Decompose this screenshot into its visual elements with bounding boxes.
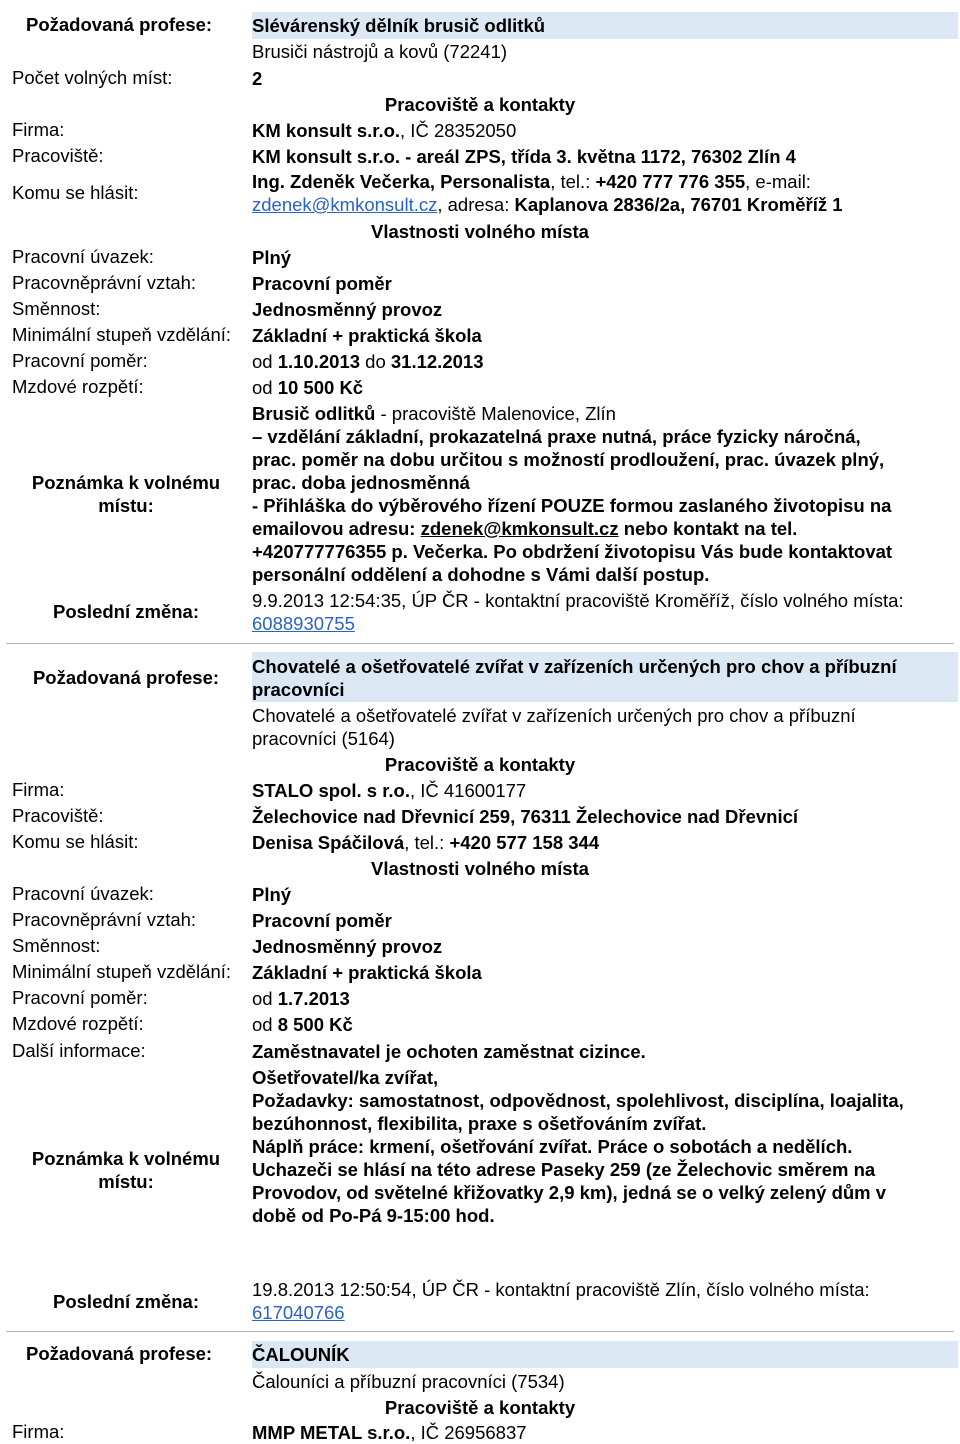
job-1-zmena-text: 9.9.2013 12:54:35, ÚP ČR - kontaktní pracoviště Kroměříž, číslo volného místa:: [252, 590, 904, 611]
label-firma: Firma:: [12, 119, 65, 140]
job-1-kontakt: [252, 170, 954, 216]
label-pozadovana-profese: Požadovaná profese:: [26, 14, 213, 35]
job-1-smennost: Jednosměnný provoz: [252, 299, 443, 320]
label-poznamka-line2: místu:: [98, 495, 154, 516]
job-1-vztah: Pracovní poměr: [252, 273, 392, 294]
label-posledni-zmena: Poslední změna:: [53, 601, 199, 622]
label-komu-se-hlasit: Komu se hlásit:: [12, 182, 139, 203]
job-2-pomer: [252, 987, 954, 1010]
label-komu-se-hlasit: Komu se hlásit:: [12, 831, 139, 852]
job-2-kontakt-name: Denisa Spáčilová: [252, 832, 405, 853]
job-2-zmena: [252, 1278, 954, 1324]
job-2-cislo-link[interactable]: 617040766: [252, 1302, 345, 1323]
job-1-uvazek: Plný: [252, 247, 292, 268]
job-2-firma-name: STALO spol. s r.o.: [252, 780, 410, 801]
job-1-firma-name: KM konsult s.r.o.: [252, 120, 401, 141]
job-1-pomer-od: 1.10.2013: [277, 351, 361, 372]
job-2-poznamka-line: Uchazeči se hlásí na této adrese Paseky 259 (ze Želechovic směrem na: [252, 1159, 876, 1180]
job-1-kontakt-adresa-label: , adresa:: [437, 194, 515, 215]
job-2-mzda-value: 8 500 Kč: [277, 1014, 353, 1035]
section-pracoviste-kontakty: Pracoviště a kontakty: [384, 1397, 576, 1418]
job-1-poznamka-line: – vzdělání základní, prokazatelná praxe nutná, práce fyzicky náročná,: [252, 426, 861, 447]
job-1-firma-ico: , IČ 28352050: [400, 120, 517, 141]
job-2-firma-ico: , IČ 41600177: [409, 780, 527, 801]
job-2-kontakt-tel: +420 577 158 344: [449, 832, 600, 853]
job-2-poznamka-line: bezúhonnost, flexibilita, praxe s ošetřováním zvířat.: [252, 1113, 707, 1134]
label-pracovni-pomer: Pracovní poměr:: [12, 350, 148, 371]
label-pracovni-uvazek: Pracovní úvazek:: [12, 883, 154, 904]
job-1-poznamka-line: +420777776355 p. Večerka. Po obdržení životopisu Vás bude kontaktovat: [252, 541, 893, 562]
label-firma: Firma:: [12, 779, 65, 800]
label-poznamka: [0, 471, 252, 517]
job-2-kontakt: [252, 831, 954, 854]
job-1-firma: [252, 119, 954, 142]
job-2-smennost: Jednosměnný provoz: [252, 936, 443, 957]
job-1-poznamka: [252, 402, 954, 586]
job-1-pomer-od-label: od: [252, 351, 278, 372]
section-vlastnosti: Vlastnosti volného místa: [371, 858, 589, 879]
job-1-poznamka-email-post: nebo kontakt na tel.: [618, 518, 798, 539]
job-1-kontakt-tel: +420 777 776 355: [595, 171, 746, 192]
job-3-cz-isco: Čalouníci a příbuzní pracovníci (7534): [252, 1371, 565, 1392]
job-1-kontakt-email-label: , e-mail:: [745, 171, 811, 192]
job-1-profese: Slévárenský dělník brusič odlitků: [252, 15, 546, 36]
label-mzdove-rozpeti: Mzdové rozpětí:: [12, 376, 144, 397]
job-1-poznamka-title-normal: - pracoviště Malenovice, Zlín: [375, 403, 616, 424]
job-2-profese: [252, 655, 954, 701]
job-1-mzda-value: 10 500 Kč: [277, 377, 364, 398]
label-pozadovana-profese: Požadovaná profese:: [26, 1343, 213, 1364]
section-pracoviste-kontakty: Pracoviště a kontakty: [384, 754, 576, 775]
job-1-pracoviste: KM konsult s.r.o. - areál ZPS, třída 3. května 1172, 76302 Zlín 4: [252, 146, 796, 167]
label-pracoviste: Pracoviště:: [12, 145, 104, 166]
job-divider: [6, 643, 954, 644]
job-divider: [6, 1331, 954, 1332]
job-1-poznamka-title-bold: Brusič odlitků: [252, 403, 376, 424]
job-2-pracoviste: Želechovice nad Dřevnicí 259, 76311 Želechovice nad Dřevnicí: [252, 806, 799, 827]
label-poznamka-line2: místu:: [98, 1171, 154, 1192]
job-2-dalsi: Zaměstnavatel je ochoten zaměstnat cizince.: [252, 1041, 646, 1062]
job-1-kontakt-adresa: Kaplanova 2836/2a, 76701 Kroměříž 1: [514, 194, 843, 215]
label-posledni-zmena: Poslední změna:: [53, 1291, 199, 1312]
label-firma: Firma:: [12, 1421, 65, 1442]
job-2-poznamka-line: době od Po-Pá 9-15:00 hod.: [252, 1205, 495, 1226]
job-1-kontakt-email-link[interactable]: zdenek@kmkonsult.cz: [252, 194, 438, 215]
label-smennost: Směnnost:: [12, 298, 101, 319]
section-pracoviste-kontakty: Pracoviště a kontakty: [384, 94, 576, 115]
label-pracovni-pomer: Pracovní poměr:: [12, 987, 148, 1008]
job-1-poznamka-email-pre: emailovou adresu:: [252, 518, 421, 539]
job-2-cz-isco-line2: pracovníci (5164): [252, 728, 395, 749]
job-2-pomer-od: 1.7.2013: [277, 988, 350, 1009]
label-pozadovana-profese: Požadovaná profese:: [32, 667, 220, 688]
job-2-poznamka-line: Požadavky: samostatnost, odpovědnost, spolehlivost, disciplína, loajalita,: [252, 1090, 904, 1111]
job-2-mzda-label: od: [252, 1014, 278, 1035]
job-2-cz-isco-line1: Chovatelé a ošetřovatelé zvířat v zařízeních určených pro chov a příbuzní: [252, 705, 856, 726]
section-vlastnosti: Vlastnosti volného místa: [371, 221, 589, 242]
job-1-zmena: [252, 589, 954, 635]
label-dalsi-informace: Další informace:: [12, 1040, 146, 1061]
job-1-pocet-mist: 2: [252, 68, 263, 89]
job-2-poznamka-line: Ošetřovatel/ka zvířat,: [252, 1067, 439, 1088]
job-1-poznamka-title: [252, 402, 954, 425]
job-2-poznamka-line: Náplň práce: krmení, ošetřování zvířat. Práce o sobotách a nedělích.: [252, 1136, 853, 1157]
job-1-kontakt-tel-label: , tel.:: [550, 171, 596, 192]
job-1-pomer: [252, 350, 954, 373]
job-2-mzda: [252, 1013, 954, 1036]
job-2-cz-isco: [252, 704, 954, 750]
job-3-firma-name: MMP METAL s.r.o.: [252, 1422, 411, 1443]
label-min-vzdelani: Minimální stupeň vzdělání:: [12, 961, 232, 982]
job-1-vzdelani: Základní + praktická škola: [252, 325, 482, 346]
label-pracovnepravni-vztah: Pracovněprávní vztah:: [12, 272, 197, 293]
job-1-poznamka-line: prac. poměr na dobu určitou s možností prodloužení, prac. úvazek plný,: [252, 449, 885, 470]
label-pracovnepravni-vztah: Pracovněprávní vztah:: [12, 909, 197, 930]
label-min-vzdelani: Minimální stupeň vzdělání:: [12, 324, 232, 345]
job-1-mzda-label: od: [252, 377, 278, 398]
label-pocet-mist: Počet volných míst:: [12, 67, 173, 88]
job-2-profese-line1: Chovatelé a ošetřovatelé zvířat v zařízeních určených pro chov a příbuzní: [252, 656, 897, 677]
job-2-vzdelani: Základní + praktická škola: [252, 962, 482, 983]
label-pracovni-uvazek: Pracovní úvazek:: [12, 246, 154, 267]
job-2-poznamka-line: Provodov, od světelné křižovatky 2,9 km), jedná se o velký zelený dům v: [252, 1182, 887, 1203]
job-1-poznamka-email[interactable]: zdenek@kmkonsult.cz: [420, 518, 619, 539]
label-poznamka-line1: Poznámka k volnému: [31, 1148, 221, 1169]
label-poznamka: [0, 1147, 252, 1193]
job-2-poznamka: [252, 1066, 954, 1227]
job-1-poznamka-line: personální oddělení a dohodne s Vámi další postup.: [252, 564, 710, 585]
job-1-mzda: [252, 376, 954, 399]
label-poznamka-line1: Poznámka k volnému: [31, 472, 221, 493]
job-2-firma: [252, 779, 954, 802]
job-1-poznamka-line: - Přihláška do výběrového řízení POUZE formou zaslaného životopisu na: [252, 495, 892, 516]
label-mzdove-rozpeti: Mzdové rozpětí:: [12, 1013, 144, 1034]
job-3-firma-ico: , IČ 26956837: [410, 1422, 527, 1443]
job-2-profese-line2: pracovníci: [252, 679, 345, 700]
label-pracoviste: Pracoviště:: [12, 805, 104, 826]
job-2-uvazek: Plný: [252, 884, 292, 905]
job-1-pomer-do: 31.12.2013: [390, 351, 484, 372]
job-3-profese: ČALOUNÍK: [252, 1344, 350, 1365]
job-1-poznamka-line: prac. doba jednosměnná: [252, 472, 470, 493]
job-2-kontakt-tel-label: , tel.:: [404, 832, 450, 853]
label-smennost: Směnnost:: [12, 935, 101, 956]
job-1-poznamka-email-line: [252, 517, 954, 540]
job-2-zmena-text: 19.8.2013 12:50:54, ÚP ČR - kontaktní pracoviště Zlín, číslo volného místa:: [252, 1279, 870, 1300]
job-1-cislo-link[interactable]: 6088930755: [252, 613, 355, 634]
job-3-firma: [252, 1421, 954, 1444]
job-1-pomer-do-label: do: [360, 351, 391, 372]
job-1-cz-isco: Brusiči nástrojů a kovů (72241): [252, 41, 508, 62]
job-1-kontakt-name: Ing. Zdeněk Večerka, Personalista: [252, 171, 551, 192]
job-2-pomer-od-label: od: [252, 988, 278, 1009]
job-2-vztah: Pracovní poměr: [252, 910, 392, 931]
